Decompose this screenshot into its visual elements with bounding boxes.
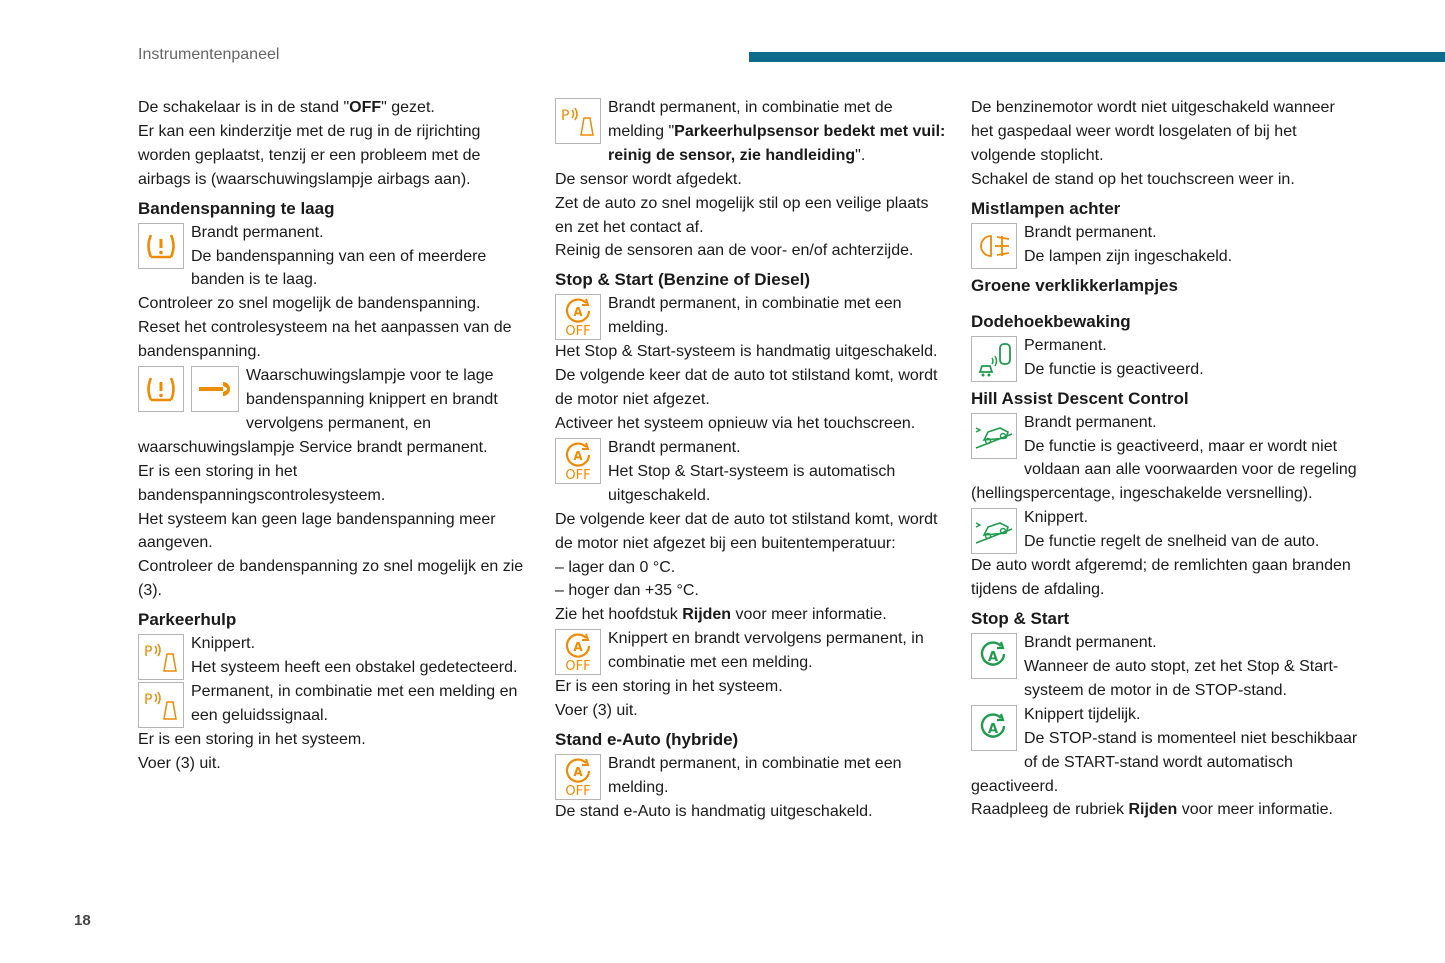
stop-start-off-icon xyxy=(555,294,601,340)
column-3 xyxy=(971,96,1361,822)
list-item: – lager dan 0 °C. xyxy=(555,558,676,576)
rear-fog-block xyxy=(971,221,1361,269)
paragraph: Permanent. xyxy=(1024,336,1107,354)
stop-start-off-block-3 xyxy=(555,627,947,675)
paragraph: Controleer de bandenspanning zo snel mogelijk en zie (3). xyxy=(138,558,524,600)
paragraph: Reset het controlesysteem na het aanpassen van de bandenspanning. xyxy=(138,319,512,361)
text: Brandt permanent, in combinatie met de melding " xyxy=(608,99,893,140)
paragraph: De functie regelt de snelheid van de auto. xyxy=(1024,533,1320,551)
off-label: OFF xyxy=(565,659,591,673)
paragraph: Brandt permanent, in combinatie met een melding. xyxy=(608,295,902,337)
heading-stop-start-fuel: Stop & Start (Benzine of Diesel) xyxy=(555,270,811,290)
stop-start-icon xyxy=(971,705,1017,751)
parking-sensor-icon xyxy=(138,682,184,728)
off-label: OFF xyxy=(565,784,591,798)
text: ". xyxy=(855,146,866,164)
parking-block-1 xyxy=(138,632,530,680)
parking-sensor-dirty-block xyxy=(555,96,947,168)
svg-text:P: P xyxy=(561,108,570,124)
paragraph: Voer (3) uit. xyxy=(555,702,638,720)
paragraph: Activeer het systeem opnieuw via het touchscreen. xyxy=(555,415,916,433)
paragraph xyxy=(555,603,947,627)
paragraph: Schakel de stand op het touchscreen weer in. xyxy=(971,170,1295,188)
stop-start-off-icon xyxy=(555,629,601,675)
paragraph: Er is een storing in het bandenspanningscontrolesysteem. xyxy=(138,462,386,504)
text: De schakelaar is in de stand " xyxy=(138,99,350,116)
paragraph: De volgende keer dat de auto tot stilstand komt, wordt de motor niet afgezet. xyxy=(555,367,938,409)
paragraph: Reinig de sensoren aan de voor- en/of achterzijde. xyxy=(555,242,914,260)
column-2 xyxy=(555,96,947,824)
rear-fog-light-icon xyxy=(971,223,1017,269)
stop-start-block-1 xyxy=(971,631,1361,703)
paragraph: Er kan een kinderzitje met de rug in de rijrichting worden geplaatst, tenzij er een probleem met de airbags is (waarschuwingslampje airbags aan). xyxy=(138,122,481,188)
off-label: OFF xyxy=(565,324,591,338)
page-number: 18 xyxy=(74,912,91,929)
stop-start-off-block-2 xyxy=(555,436,947,508)
svg-text:A: A xyxy=(573,448,583,463)
paragraph: De bandenspanning van een of meerdere banden is te laag. xyxy=(191,247,487,289)
list-item: – hoger dan +35 °C. xyxy=(555,582,699,600)
paragraph: Er is een storing in het systeem. xyxy=(555,678,783,696)
paragraph: De STOP-stand is momenteel niet beschikbaar of de START-stand wordt automatisch geactiveerd. xyxy=(971,729,1358,795)
text: " gezet. xyxy=(381,99,435,116)
heading-green-lamps: Groene verklikkerlampjes xyxy=(971,275,1178,295)
svg-text:A: A xyxy=(573,305,583,320)
paragraph: De sensor wordt afgedekt. xyxy=(555,170,742,188)
hill-descent-icon xyxy=(971,508,1017,554)
paragraph: De functie is geactiveerd, maar er wordt niet voldaan aan alle voorwaarden voor de regeling (hellingspercentage, ingeschakelde versnelling). xyxy=(971,437,1357,503)
paragraph: Het Stop & Start-systeem is automatisch uitgeschakeld. xyxy=(608,462,896,504)
heading-stop-start: Stop & Start xyxy=(971,609,1070,629)
svg-text:P: P xyxy=(144,692,153,709)
tyre-pressure-icon xyxy=(138,366,184,412)
heading-parking-aid: Parkeerhulp xyxy=(138,610,237,630)
hill-assist-block-1 xyxy=(971,411,1361,507)
parking-sensor-icon xyxy=(138,634,184,680)
paragraph: Knippert en brandt vervolgens permanent, in combinatie met een melding. xyxy=(608,630,924,672)
paragraph: De lampen zijn ingeschakeld. xyxy=(1024,247,1233,265)
tyre-warning-block xyxy=(138,221,530,293)
paragraph: De benzinemotor wordt niet uitgeschakeld wanneer het gaspedaal weer wordt losgelaten of bij het volgende stoplicht. xyxy=(971,99,1335,164)
off-label: OFF xyxy=(565,467,591,481)
tyre-pressure-icon xyxy=(138,223,184,269)
svg-text:A: A xyxy=(987,721,999,737)
stop-start-off-icon xyxy=(555,438,601,484)
stop-start-off-block-1 xyxy=(555,292,947,340)
paragraph: Voer (3) uit. xyxy=(138,755,221,773)
bold-text: Rijden xyxy=(682,606,732,624)
paragraph: De auto wordt afgeremd; de remlichten gaan branden tijdens de afdaling. xyxy=(971,557,1351,599)
paragraph: Waarschuwingslampje voor te lage bandenspanning knippert en brandt vervolgens permanent, en waarschuwingslampje Service brandt permanent. xyxy=(138,367,498,456)
svg-text:A: A xyxy=(573,640,583,655)
paragraph: Permanent, in combinatie met een melding en een geluidssignaal. xyxy=(191,683,518,725)
tyre-service-block xyxy=(138,364,530,460)
blind-spot-block xyxy=(971,334,1361,382)
text: Raadpleeg de rubriek xyxy=(971,801,1129,819)
heading-blind-spot: Dodehoekbewaking xyxy=(971,311,1131,331)
heading-e-auto: Stand e-Auto (hybride) xyxy=(555,730,739,750)
e-auto-block xyxy=(555,752,947,800)
paragraph: Brandt permanent. xyxy=(608,438,741,456)
hill-descent-icon xyxy=(971,413,1017,459)
stop-start-off-icon xyxy=(555,754,601,800)
paragraph xyxy=(138,96,530,120)
parking-sensor-icon xyxy=(555,98,601,144)
paragraph: Het systeem heeft een obstakel gedetecteerd. xyxy=(191,659,518,677)
text: voor meer informatie. xyxy=(731,606,887,624)
paragraph: Knippert tijdelijk. xyxy=(1024,705,1141,723)
paragraph: Controleer zo snel mogelijk de bandenspanning. xyxy=(138,295,481,313)
paragraph: Brandt permanent. xyxy=(1024,634,1157,652)
svg-text:A: A xyxy=(987,650,999,666)
heading-tyre-pressure: Bandenspanning te laag xyxy=(138,198,335,218)
paragraph: Knippert. xyxy=(1024,509,1089,527)
wrench-icon xyxy=(191,366,239,412)
paragraph xyxy=(971,798,1361,822)
paragraph: Wanneer de auto stopt, zet het Stop & Start-systeem de motor in de STOP-stand. xyxy=(1024,657,1339,699)
paragraph: Brandt permanent. xyxy=(191,223,324,241)
bold-text: Parkeerhulpsensor bedekt met vuil: reinig de sensor, zie handleiding xyxy=(608,122,946,164)
header-accent-bar xyxy=(749,52,1445,62)
paragraph: Het Stop & Start-systeem is handmatig uitgeschakeld. xyxy=(555,343,938,361)
paragraph: Er is een storing in het systeem. xyxy=(138,731,366,749)
parking-block-2 xyxy=(138,680,530,728)
svg-text:A: A xyxy=(573,765,583,780)
blind-spot-icon xyxy=(971,336,1017,382)
paragraph: De stand e-Auto is handmatig uitgeschakeld. xyxy=(555,803,873,821)
paragraph: Zet de auto zo snel mogelijk stil op een veilige plaats en zet het contact af. xyxy=(555,194,929,236)
column-1 xyxy=(138,96,530,776)
stop-start-block-2 xyxy=(971,703,1361,799)
running-header: Instrumentenpaneel xyxy=(138,46,280,63)
bold-text: Rijden xyxy=(1128,801,1178,819)
stop-start-icon xyxy=(971,633,1017,679)
heading-rear-fog: Mistlampen achter xyxy=(971,198,1121,218)
paragraph: Het systeem kan geen lage bandenspanning meer aangeven. xyxy=(138,510,496,552)
paragraph: Brandt permanent, in combinatie met een melding. xyxy=(608,755,902,796)
svg-text:P: P xyxy=(144,644,153,661)
paragraph: Brandt permanent. xyxy=(1024,413,1157,431)
text: voor meer informatie. xyxy=(1177,801,1333,819)
paragraph xyxy=(555,96,947,168)
paragraph: Brandt permanent. xyxy=(1024,223,1157,241)
hill-assist-block-2 xyxy=(971,506,1361,554)
text: Zie het hoofdstuk xyxy=(555,606,683,624)
paragraph: De volgende keer dat de auto tot stilstand komt, wordt de motor niet afgezet bij een buitentemperatuur: xyxy=(555,510,938,552)
paragraph: De functie is geactiveerd. xyxy=(1024,360,1204,378)
heading-hill-assist: Hill Assist Descent Control xyxy=(971,388,1189,408)
bold-text: OFF xyxy=(349,99,382,116)
paragraph: Knippert. xyxy=(191,635,256,653)
